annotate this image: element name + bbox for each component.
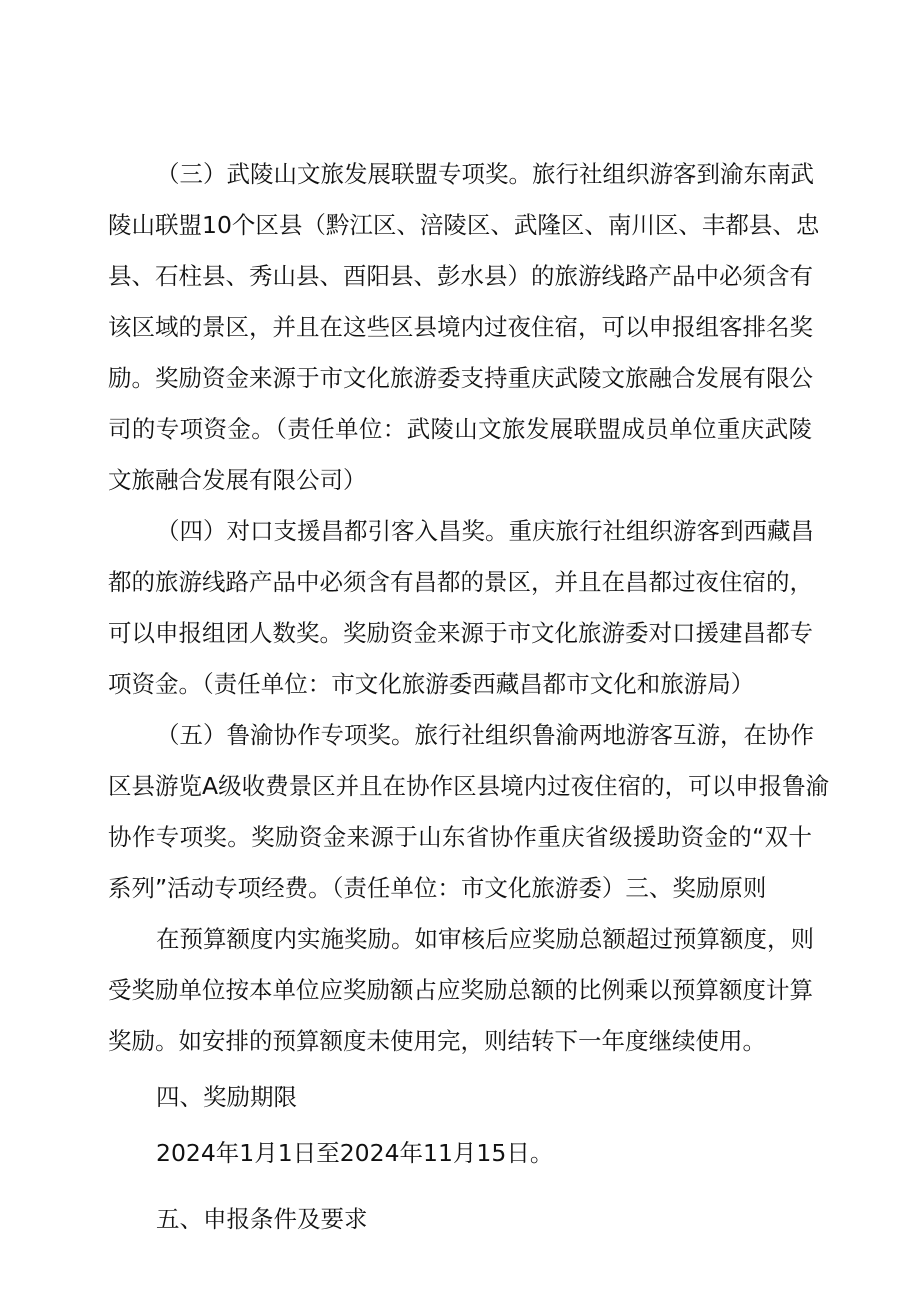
paragraph-3-line-5: 励。奖励资金来源于市文化旅游委支持重庆武陵文旅融合发展有限公 (108, 364, 813, 392)
period-line: 2024年1月1日至2024年11月15日。 (156, 1139, 554, 1167)
section-4-heading: 四、奖励期限 (156, 1083, 297, 1111)
paragraph-4-line-3: 可以申报组团人数奖。奖励资金来源于市文化旅游委对口援建昌都专 (108, 619, 813, 647)
paragraph-3-line-2: 陵山联盟10个区县（黔江区、涪陵区、武隆区、南川区、丰都县、忠 (108, 211, 820, 239)
paragraph-3-line-3: 县、石柱县、秀山县、酉阳县、彭水县）的旅游线路产品中必须含有 (108, 262, 813, 290)
paragraph-5-line-3: 协作专项奖。奖励资金来源于山东省协作重庆省级援助资金的“双十 (108, 823, 812, 851)
paragraph-3-line-6: 司的专项资金。（责任单位：武陵山文旅发展联盟成员单位重庆武陵 (108, 415, 812, 443)
paragraph-5-line-4: 系列”活动专项经费。（责任单位：市文化旅游委）三、奖励原则 (108, 874, 767, 902)
principle-line-1: 在预算额度内实施奖励。如审核后应奖励总额超过预算额度，则 (156, 925, 814, 953)
paragraph-3-line-4: 该区域的景区，并且在这些区县境内过夜住宿，可以申报组客排名奖 (108, 313, 813, 341)
paragraph-5-line-2: 区县游览A级收费景区并且在协作区县境内过夜住宿的，可以申报鲁渝 (108, 772, 830, 800)
paragraph-5-line-1: （五）鲁渝协作专项奖。旅行社组织鲁渝两地游客互游，在协作 (156, 721, 814, 749)
paragraph-3-line-7: 文旅融合发展有限公司） (108, 466, 367, 494)
principle-line-3: 奖励。如安排的预算额度未使用完，则结转下一年度继续使用。 (108, 1027, 766, 1055)
paragraph-4-line-1: （四）对口支援昌都引客入昌奖。重庆旅行社组织游客到西藏昌 (156, 517, 814, 545)
paragraph-3-line-1: （三）武陵山文旅发展联盟专项奖。旅行社组织游客到渝东南武 (156, 160, 814, 188)
paragraph-4-line-4: 项资金。（责任单位：市文化旅游委西藏昌都市文化和旅游局） (108, 670, 755, 698)
principle-line-2: 受奖励单位按本单位应奖励额占应奖励总额的比例乘以预算额度计算 (108, 976, 813, 1004)
section-5-heading: 五、申报条件及要求 (156, 1205, 368, 1233)
paragraph-4-line-2: 都的旅游线路产品中必须含有昌都的景区，并且在昌都过夜住宿的， (108, 568, 813, 596)
